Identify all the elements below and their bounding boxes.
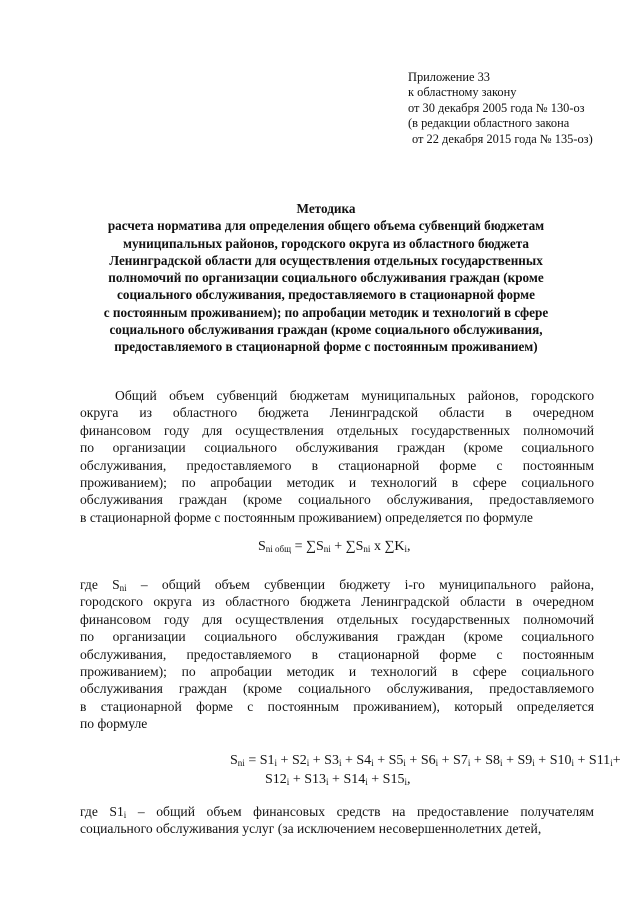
formula-term: S3 [324,753,339,768]
formula-term: S6 [420,753,436,768]
formula-subscript: ni [363,544,371,554]
annex-line: (в редакции областного закона [408,116,570,131]
text-line: социального обслуживания услуг (за исключением несовершеннолетних детей, [80,821,542,837]
definition-text: – общий объем финансовых средств на предоставление получателям [126,804,594,819]
text-line: обслуживания граждан (кроме социального обслуживания, предоставляемого [80,681,594,697]
formula-subscript: ni [323,544,331,554]
formula-subscript: i [371,758,374,768]
formula-subscript: i [467,758,471,768]
definition-prefix: где S [80,577,120,592]
annex-block [408,70,633,147]
title-line: предоставляемого в стационарной форме с постоянным проживанием) [114,339,538,355]
formula-subscript: ni [119,583,127,593]
formula-subscript: ni [237,758,245,768]
text-line: в стационарной форме с постоянным проживанием) определяется по формуле [80,509,533,525]
formula-symbol: S [230,753,238,768]
title-line: социального обслуживания граждан (кроме социального обслуживания, [109,322,543,338]
formula-punctuation: , [407,539,411,554]
formula-term: S11 [588,753,611,768]
formula-sum-line-1 [230,752,621,770]
text-line: проживанием); по апробации методик и технологий в сфере социального [80,474,594,490]
text-line: обслуживания, предоставляемого в стационарной форме с постоянным [80,646,594,662]
annex-line: к областному закону [408,85,517,100]
annex-line: от 30 декабря 2005 года № 130-оз [408,100,585,115]
formula-term: S5 [388,753,404,768]
text-line: финансовом году для осуществления отдельных государственных полномочий [80,422,594,438]
formula-subscript: i [435,758,439,768]
formula-term: + ∑S [330,539,364,554]
paragraph-1 [80,387,594,526]
text-line: обслуживания граждан (кроме социального обслуживания, предоставляемого [80,492,594,508]
formula-subscript: i [326,777,329,787]
text-line: Общий объем субвенций бюджетам муниципальных районов, городского [115,388,594,403]
text-line: финансовом году для осуществления отдельных государственных полномочий [80,611,594,627]
formula-term: S2 [291,753,307,768]
formula-subscript: i [571,758,574,768]
formula-subscript: i [404,777,407,787]
formula-term: = ∑S [291,539,324,554]
title-line: Ленинградской области для осуществления отдельных государственных [109,252,543,268]
formula-subscript: i [286,777,290,787]
formula-subscript: i [274,758,278,768]
formula-subscript: i [403,758,406,768]
title-line: муниципальных районов, городского округа из областного бюджета [122,235,530,251]
text-line: городского округа из областного бюджета Ленинградской области в очередном [80,594,594,610]
formula-total [258,538,411,556]
definition-text: – общий объем субвенции бюджету i-го муниципального района, [126,577,594,592]
text-line: обслуживания, предоставляемого в стационарной форме с постоянным [80,457,594,473]
formula-term: S8 [485,753,501,768]
text-line: округа из областного бюджета Ленинградской области в очередном [80,405,594,421]
text-line: проживанием); по апробации методик и технологий в сфере социального [80,663,594,679]
formula-subscript: ni общ [265,544,292,554]
paragraph-2 [80,576,594,733]
formula-symbol: S [258,539,266,554]
formula-subscript: i [365,777,368,787]
formula-term: S14 [343,772,366,787]
annex-line: от 22 декабря 2015 года № 135-оз) [412,131,593,146]
text-line: по формуле [80,716,148,732]
formula-terms: $S12_i + S13_i + S14_i + S15_i$, [265,772,411,787]
title-line: с постоянным проживанием); по апробации методик и технологий в сфере [103,304,549,320]
text-line: в стационарной форме с постоянным проживанием), который определяется [80,698,594,714]
formula-term: S10 [549,753,572,768]
formula-subscript: i [500,758,503,768]
formula-subscript: i [123,810,127,820]
text-line: по организации социального обслуживания граждан (кроме социального [80,440,594,456]
text-line: по организации социального обслуживания граждан (кроме социального [80,629,594,645]
formula-term: S15 [382,772,405,787]
text-line [80,576,594,593]
text-line [80,803,594,820]
formula-terms: = $S1_i + S2_i + S3_i + S4_i + S5_i + S6_i + S7_i + S8_i + S9_i + S10_i + S11_i+$ [244,753,621,768]
formula-subscript: i [532,758,535,768]
formula-subscript: i [306,758,310,768]
formula-term: S12 [265,772,287,787]
formula-term: S4 [356,753,372,768]
title-line: полномочий по организации социального обслуживания граждан (кроме [108,270,544,286]
formula-term: S1 [259,753,275,768]
formula-subscript: i [610,758,613,768]
title-line: социального обслуживания, предоставляемого в стационарной форме [117,287,535,303]
formula-term: S9 [517,753,533,768]
title-heading: Методика [296,201,356,216]
document-title [60,200,592,356]
annex-line: Приложение 33 [408,70,490,84]
formula-term: x ∑K [370,539,405,554]
formula-subscript: i [338,758,342,768]
paragraph-3 [80,803,594,838]
definition-prefix: где S1 [80,804,124,819]
formula-subscript: i [404,544,408,554]
title-line: расчета норматива для определения общего объема субвенций бюджетам [107,218,545,234]
formula-term: S7 [453,753,468,768]
formula-term: S13 [304,772,327,787]
formula-sum-line-2 [265,771,410,789]
